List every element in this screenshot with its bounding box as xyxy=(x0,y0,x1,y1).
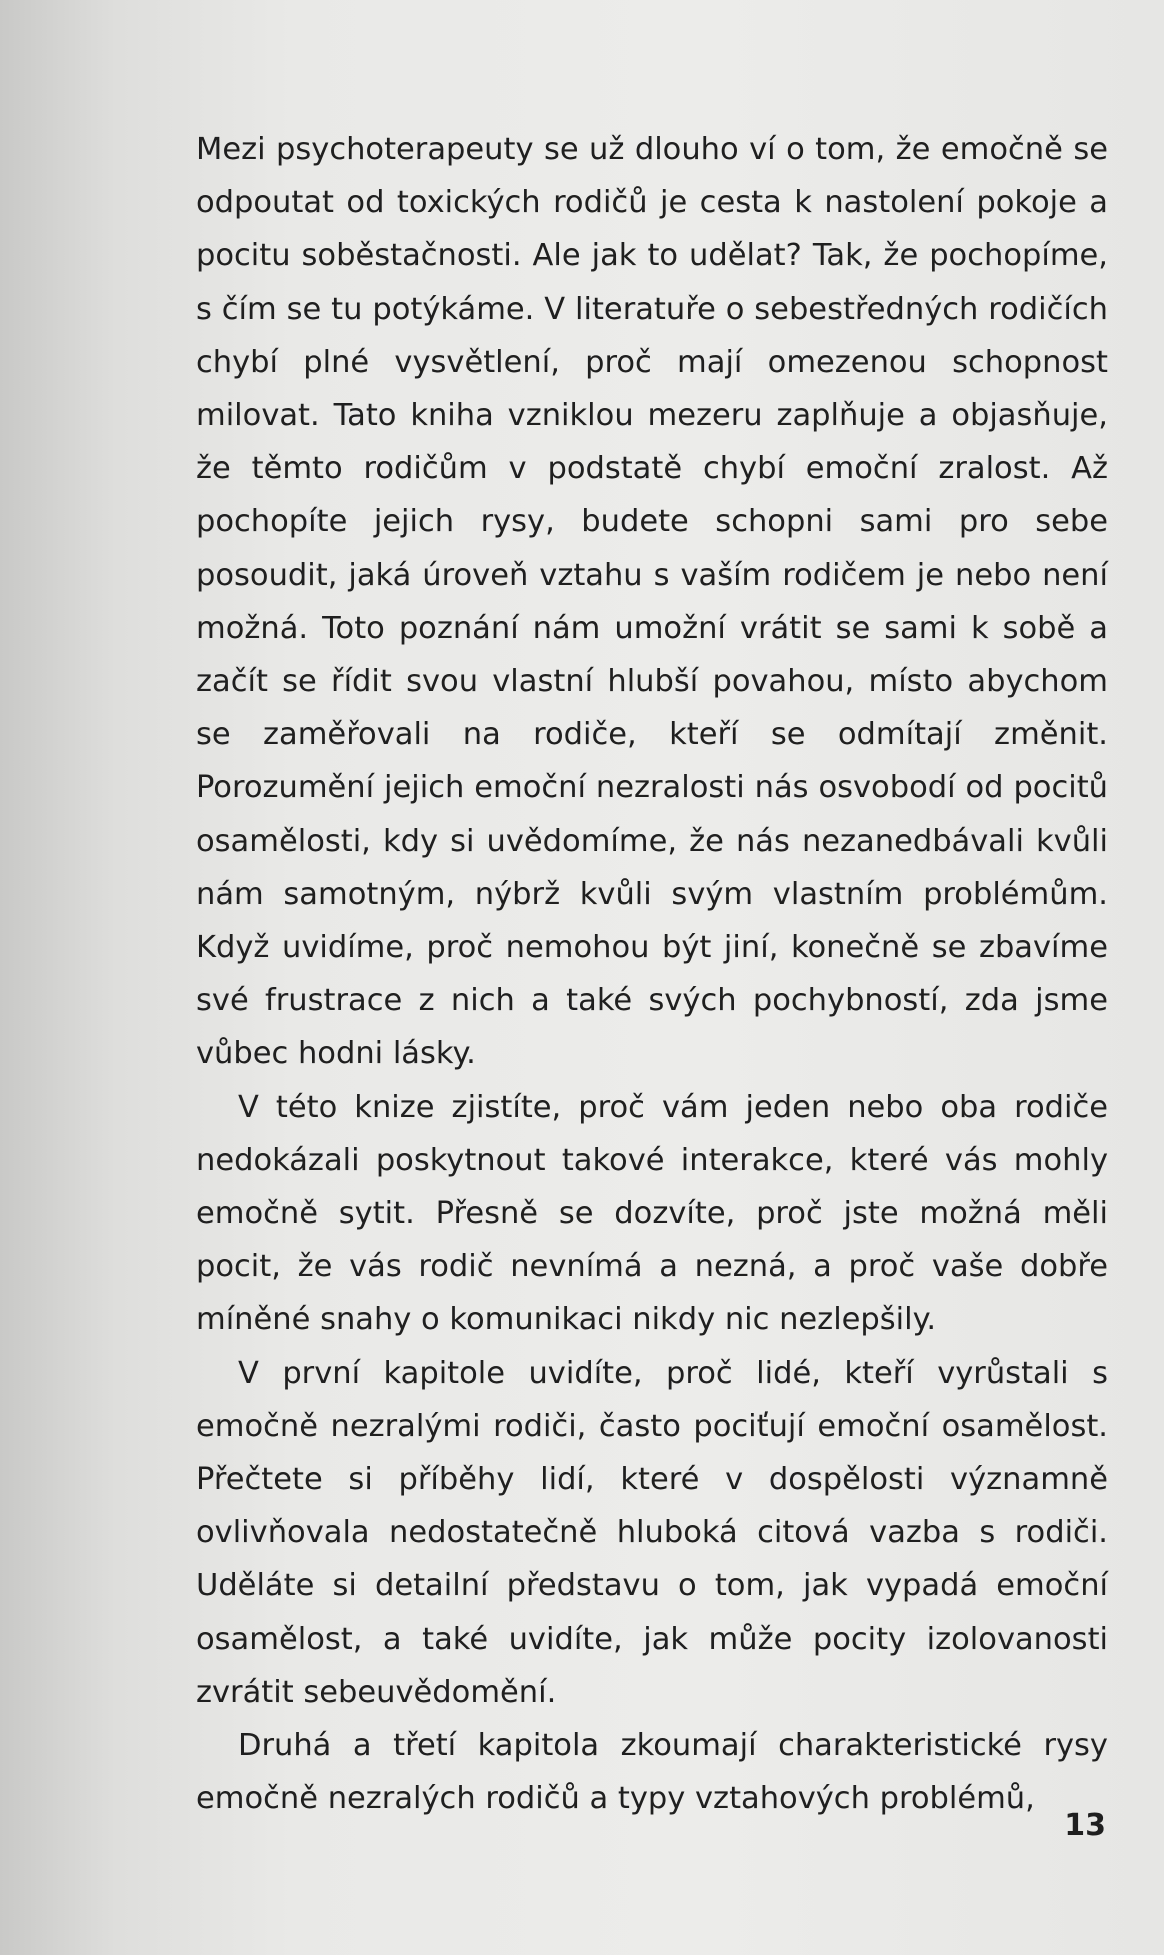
paragraph-4: Druhá a třetí kapitola zkoumají charakteristické rysy emočně nezralých rodičů a typy vztahových problémů, xyxy=(196,1728,1108,1817)
paragraph-1: Mezi psychoterapeuty se už dlouho ví o tom, že emočně se odpoutat od toxických rodičů je cesta k nastolení pokoje a pocitu soběstačnosti. Ale jak to udělat? Tak, že pochopíme, s čím se tu potýkáme. V literatuře o sebestředných rodičích chybí plné vysvětlení, proč mají omezenou schopnost milovat. Tato kniha vzniklou mezeru zaplňuje a objasňuje, že těmto rodičům v podstatě chybí emoční zralost. Až pochopíte jejich rysy, budete schopni sami pro sebe posoudit, jaká úroveň vztahu s vaším rodičem je nebo není možná. Toto poznání nám umožní vrátit se sami k sobě a začít se řídit svou vlastní hlubší povahou, místo abychom se zaměřovali na rodiče, kteří se odmítají změnit. Porozumění jejich emoční nezralosti nás osvobodí od pocitů osamělosti, kdy si uvědomíme, že nás nezanedbávali kvůli nám samotným, nýbrž kvůli svým vlastním problémům. Když uvidíme, proč nemohou být jiní, konečně se zbavíme své frustrace z nich a také svých pochybností, zda jsme vůbec hodni lásky. xyxy=(196,132,1108,1072)
paragraph-3: V první kapitole uvidíte, proč lidé, kteří vyrůstali s emočně nezralými rodiči, často pociťují emoční osamělost. Přečtete si příběhy lidí, které v dospělosti významně ovlivňovala nedostatečně hluboká citová vazba s rodiči. Uděláte si detailní představu o tom, jak vypadá emoční osamělost, a také uvidíte, jak může pocity izolovanosti zvrátit sebeuvědomění. xyxy=(196,1355,1108,1710)
paragraph-2: V této knize zjistíte, proč vám jeden nebo oba rodiče nedokázali poskytnout takové interakce, které vás mohly emočně sytit. Přesně se dozvíte, proč jste možná měli pocit, že vás rodič nevnímá a nezná, a proč vaše dobře míněné snahy o komunikaci nikdy nic nezlepšily. xyxy=(196,1089,1108,1338)
page-number: 13 xyxy=(1064,1808,1106,1843)
body-text xyxy=(196,123,1108,1826)
